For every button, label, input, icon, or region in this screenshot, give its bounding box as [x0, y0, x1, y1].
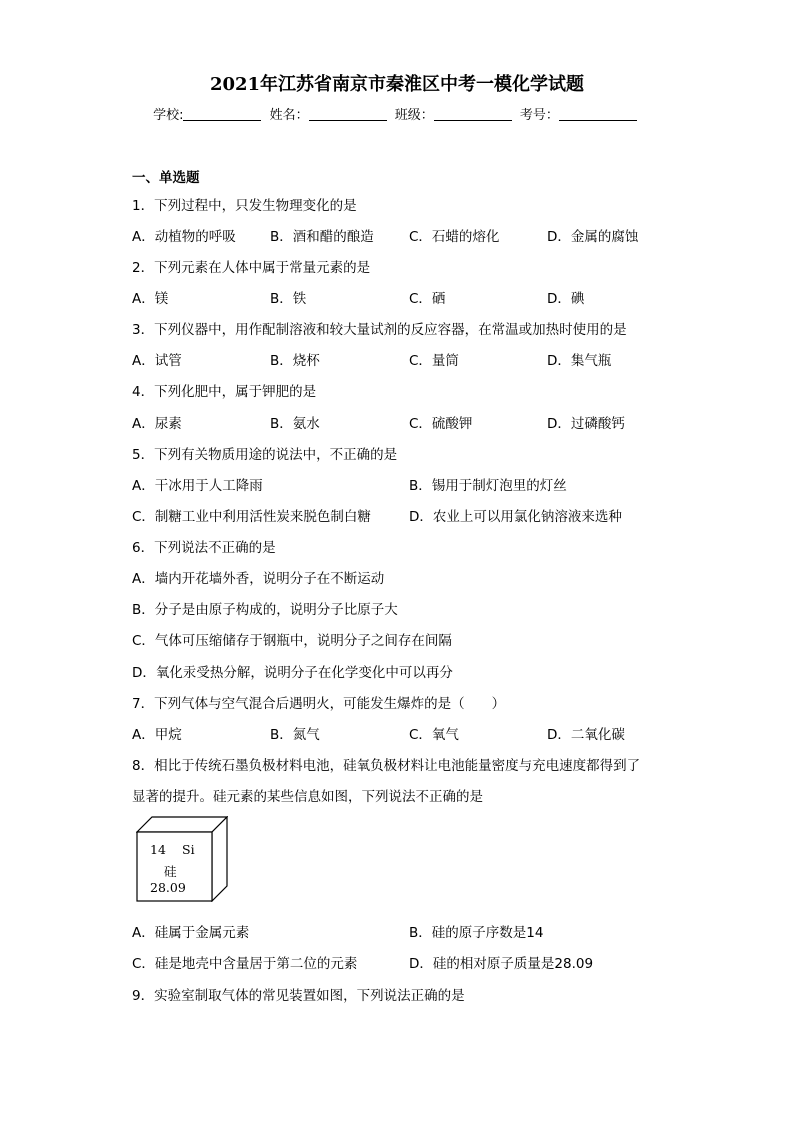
- question-6-option-c: C．气体可压缩储存于钢瓶中，说明分子之间存在间隔: [132, 633, 452, 649]
- element-atomic-mass: 28.09: [150, 880, 186, 895]
- question-8-option-a: A．硅属于金属元素: [132, 925, 250, 941]
- question-7-option-d: D．二氧化碳: [547, 727, 625, 743]
- question-8-stem-line-2: 显著的提升。硅元素的某些信息如图，下列说法不正确的是: [132, 789, 483, 805]
- question-6-option-d: D．氧化汞受热分解，说明分子在化学变化中可以再分: [132, 665, 453, 681]
- question-1-stem: 1．下列过程中，只发生物理变化的是: [132, 198, 357, 214]
- question-1-option-b: B．酒和醋的酿造: [270, 229, 374, 245]
- question-7-option-c: C．氧气: [409, 727, 459, 743]
- question-7-option-b: B．氮气: [270, 727, 320, 743]
- silicon-element-cube: [136, 816, 228, 902]
- question-1-option-c: C．石蜡的熔化: [409, 229, 500, 245]
- question-4-option-b: B．氨水: [270, 416, 320, 432]
- question-3-option-b: B．烧杯: [270, 353, 320, 369]
- question-2-option-a: A．镁: [132, 291, 169, 307]
- question-1-option-d: D．金属的腐蚀: [547, 229, 639, 245]
- exam-no-label: 考号：: [519, 108, 559, 123]
- exam-no-blank: [559, 120, 637, 121]
- question-6-stem: 6．下列说法不正确的是: [132, 540, 276, 556]
- question-3-stem: 3．下列仪器中，用作配制溶液和较大量试剂的反应容器，在常温或加热时使用的是: [132, 322, 627, 338]
- name-blank: [309, 120, 387, 121]
- class-label: 班级：: [394, 108, 434, 123]
- question-5-option-d: D．农业上可以用氯化钠溶液来选种: [409, 509, 622, 525]
- question-3-option-a: A．试管: [132, 353, 182, 369]
- name-label: 姓名：: [269, 108, 309, 123]
- question-8-option-d: D．硅的相对原子质量是28.09: [409, 956, 594, 972]
- question-4-option-c: C．硫酸钾: [409, 416, 473, 432]
- question-8-stem-line-1: 8．相比于传统石墨负极材料电池，硅氧负极材料让电池能量密度与充电速度都得到了: [132, 758, 641, 774]
- question-3-option-d: D．集气瓶: [547, 353, 612, 369]
- page-title: 2021年江苏省南京市秦淮区中考一模化学试题: [209, 74, 585, 95]
- question-4-stem: 4．下列化肥中，属于钾肥的是: [132, 384, 317, 400]
- question-4-option-a: A．尿素: [132, 416, 182, 432]
- element-symbol: Si: [182, 842, 195, 857]
- question-5-option-c: C．制糖工业中利用活性炭来脱色制白糖: [132, 509, 371, 525]
- question-6-option-b: B．分子是由原子构成的，说明分子比原子大: [132, 602, 398, 618]
- question-8-option-c: C．硅是地壳中含量居于第二位的元素: [132, 956, 358, 972]
- question-4-option-d: D．过磷酸钙: [547, 416, 625, 432]
- question-3-option-c: C．量筒: [409, 353, 459, 369]
- question-2-stem: 2．下列元素在人体中属于常量元素的是: [132, 260, 371, 276]
- question-7-option-a: A．甲烷: [132, 727, 182, 743]
- class-blank: [434, 120, 512, 121]
- element-atomic-number: 14: [150, 842, 166, 857]
- school-blank: [183, 120, 261, 121]
- question-2-option-d: D．碘: [547, 291, 585, 307]
- question-7-stem: 7．下列气体与空气混合后遇明火，可能发生爆炸的是（ ）: [132, 696, 506, 712]
- question-6-option-a: A．墙内开花墙外香，说明分子在不断运动: [132, 571, 385, 587]
- question-5-stem: 5．下列有关物质用途的说法中，不正确的是: [132, 447, 398, 463]
- section-heading: 一、单选题: [132, 170, 200, 186]
- question-2-option-c: C．硒: [409, 291, 446, 307]
- question-1-option-a: A．动植物的呼吸: [132, 229, 236, 245]
- student-info-line: [0, 104, 794, 123]
- element-name: 硅: [164, 864, 177, 879]
- question-5-option-b: B．锡用于制灯泡里的灯丝: [409, 478, 567, 494]
- question-2-option-b: B．铁: [270, 291, 307, 307]
- question-8-option-b: B．硅的原子序数是14: [409, 925, 544, 941]
- school-label: 学校:: [153, 108, 184, 123]
- question-5-option-a: A．干冰用于人工降雨: [132, 478, 263, 494]
- question-9-stem: 9．实验室制取气体的常见装置如图，下列说法正确的是: [132, 988, 465, 1004]
